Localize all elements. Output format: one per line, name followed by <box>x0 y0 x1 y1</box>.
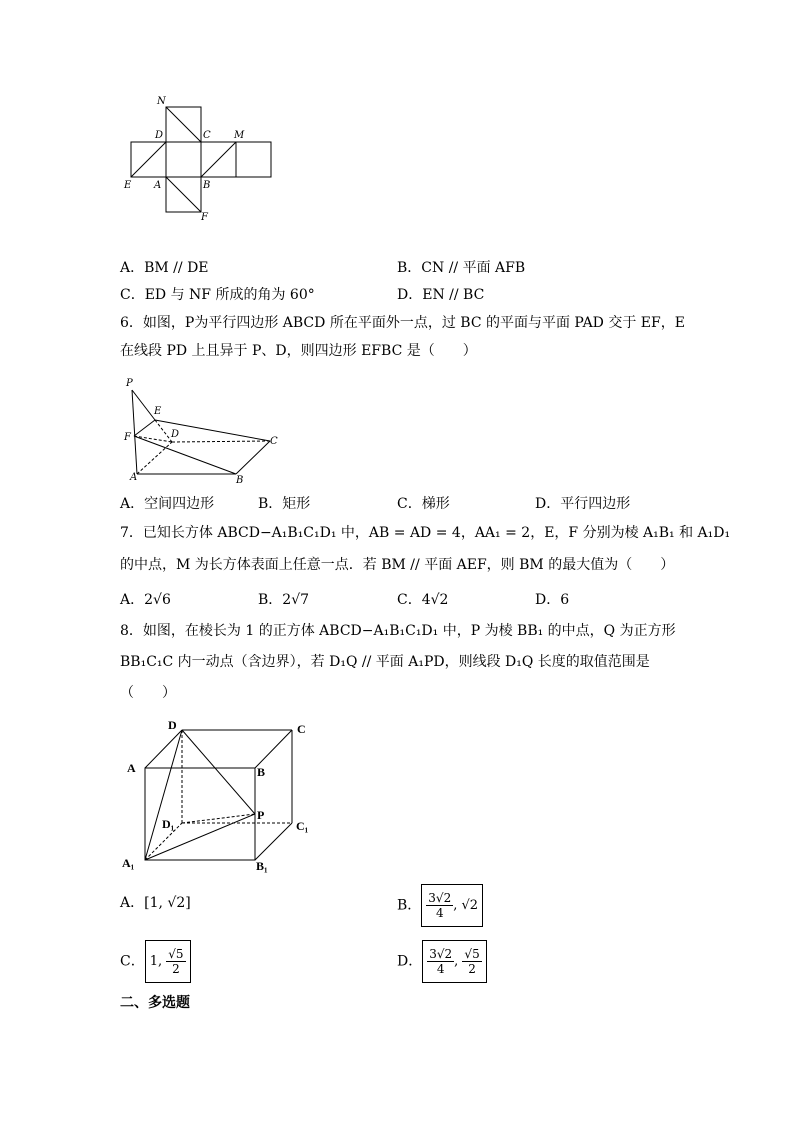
q6-option-c[interactable]: C．梯形 <box>397 496 450 512</box>
q8-label-P: P <box>257 808 265 822</box>
q8-stem-line3: （ ） <box>120 685 176 701</box>
q7-stem-line2: 的中点，M 为长方体表面上任意一点．若 BM // 平面 AEF，则 BM 的最大值为（ ） <box>120 557 675 573</box>
q8-option-d[interactable] <box>397 940 487 983</box>
q5-option-a[interactable]: A．BM // DE <box>120 260 209 276</box>
q8-stem-line1: 8．如图，在棱长为 1 的正方体 ABCD−A₁B₁C₁D₁ 中，P 为棱 BB₁ 的中点，Q 为正方形 <box>120 623 676 639</box>
section-title-multiple-choice: 二、多选题 <box>120 995 190 1011</box>
q8-option-d-interval: $\frac{3√2}{4}$ , $\frac{√5}{2}$ <box>422 940 486 983</box>
q8-label-A1: A₁ <box>122 856 135 870</box>
q5-option-d[interactable]: D．EN // BC <box>397 287 485 303</box>
net-label-B: B <box>203 180 211 191</box>
q7-option-b[interactable] <box>258 590 309 610</box>
net-label-D: D <box>155 130 164 141</box>
q8-stem-line2: BB₁C₁C 内一动点（含边界），若 D₁Q // 平面 A₁PD，则线段 D₁Q 长度的取值范围是 <box>120 654 650 670</box>
q8-option-c-interval <box>145 940 191 983</box>
q8-label-C: C <box>297 722 306 736</box>
q8-option-b-denominator: 4 <box>435 905 444 920</box>
q6-figure-svg <box>120 378 280 478</box>
q6-label-P: P <box>126 378 133 389</box>
q7-option-a-prefix: A． <box>120 592 145 608</box>
q8-option-b-prefix: B． <box>397 897 422 914</box>
net-square-ad <box>166 142 201 177</box>
q8-option-b-numerator: 3√2 <box>428 890 452 905</box>
q6-stem-line2: 在线段 PD 上且异于 P、D，则四边形 EFBC 是（ ） <box>120 343 477 359</box>
q6-stem-line1: 6．如图，P为平行四边形 ABCD 所在平面外一点，过 BC 的平面与平面 PAD 交于 EF，E <box>120 315 685 331</box>
q6-label-F: F <box>124 432 131 443</box>
q6-label-E: E <box>154 406 162 417</box>
q8-option-b-rest: , √2 <box>453 898 479 913</box>
q8-option-d-denominator-1: 4 <box>436 961 445 976</box>
q8-option-d-numerator-1: 3√2 <box>429 946 453 961</box>
q8-option-c-first: 1, <box>149 954 167 969</box>
net-label-C: C <box>203 130 211 141</box>
q7-option-c-value: 4√2 <box>421 592 449 608</box>
q8-option-d-prefix: D． <box>397 953 423 970</box>
q5-option-b[interactable]: B．CN // 平面 AFB <box>397 260 526 276</box>
q8-label-D: D <box>168 718 177 732</box>
q7-stem-line1: 7．已知长方体 ABCD−A₁B₁C₁D₁ 中，AB = AD = 4，AA₁ = 2，E，F 分别为棱 A₁B₁ 和 A₁D₁ <box>120 525 731 541</box>
q8-label-B: B <box>257 765 266 779</box>
q7-option-d[interactable]: D．6 <box>535 592 570 608</box>
q7-option-a[interactable] <box>120 590 171 610</box>
q7-option-b-value: 2√7 <box>282 592 310 608</box>
q7-option-c[interactable] <box>397 590 448 610</box>
q8-option-d-denominator-2: 2 <box>468 961 476 976</box>
q8-option-c-numerator: √5 <box>168 946 184 961</box>
q6-label-A: A <box>130 472 138 483</box>
net-square-m <box>236 142 271 177</box>
q6-label-B: B <box>236 475 244 486</box>
q8-option-a-prefix: A． <box>120 895 145 911</box>
q6-option-a[interactable]: A．空间四边形 <box>120 496 215 512</box>
q8-option-b-interval <box>421 884 483 927</box>
q8-label-C1: C₁ <box>296 819 309 833</box>
q6-label-D: D <box>171 429 180 440</box>
net-label-F: F <box>201 212 208 223</box>
q8-option-b[interactable] <box>397 884 483 927</box>
q8-label-D1: D₁ <box>162 817 175 831</box>
q8-cube-svg <box>120 715 320 875</box>
q8-option-a[interactable] <box>120 893 191 913</box>
q8-label-A: A <box>127 761 136 775</box>
q8-option-c-prefix: C． <box>120 953 145 970</box>
cube-net-svg <box>120 95 280 195</box>
q6-label-C: C <box>270 436 278 447</box>
q8-label-B1: B₁ <box>256 859 268 873</box>
q6-option-d[interactable]: D．平行四边形 <box>535 496 631 512</box>
net-label-A: A <box>154 180 162 191</box>
q8-option-a-value: [1, √2] <box>144 895 191 911</box>
q7-option-b-prefix: B． <box>258 592 283 608</box>
net-label-M: M <box>234 130 245 141</box>
q7-option-a-value: 2√6 <box>144 592 171 608</box>
q8-option-c-denominator: 2 <box>172 961 180 976</box>
net-label-N: N <box>157 96 166 107</box>
q5-option-c[interactable]: C．ED 与 NF 所成的角为 60° <box>120 287 315 303</box>
q7-option-c-prefix: C． <box>397 592 422 608</box>
q6-option-b[interactable]: B．矩形 <box>258 496 311 512</box>
net-label-E: E <box>124 180 132 191</box>
q8-option-c[interactable] <box>120 940 191 983</box>
q8-option-d-numerator-2: √5 <box>464 946 480 961</box>
